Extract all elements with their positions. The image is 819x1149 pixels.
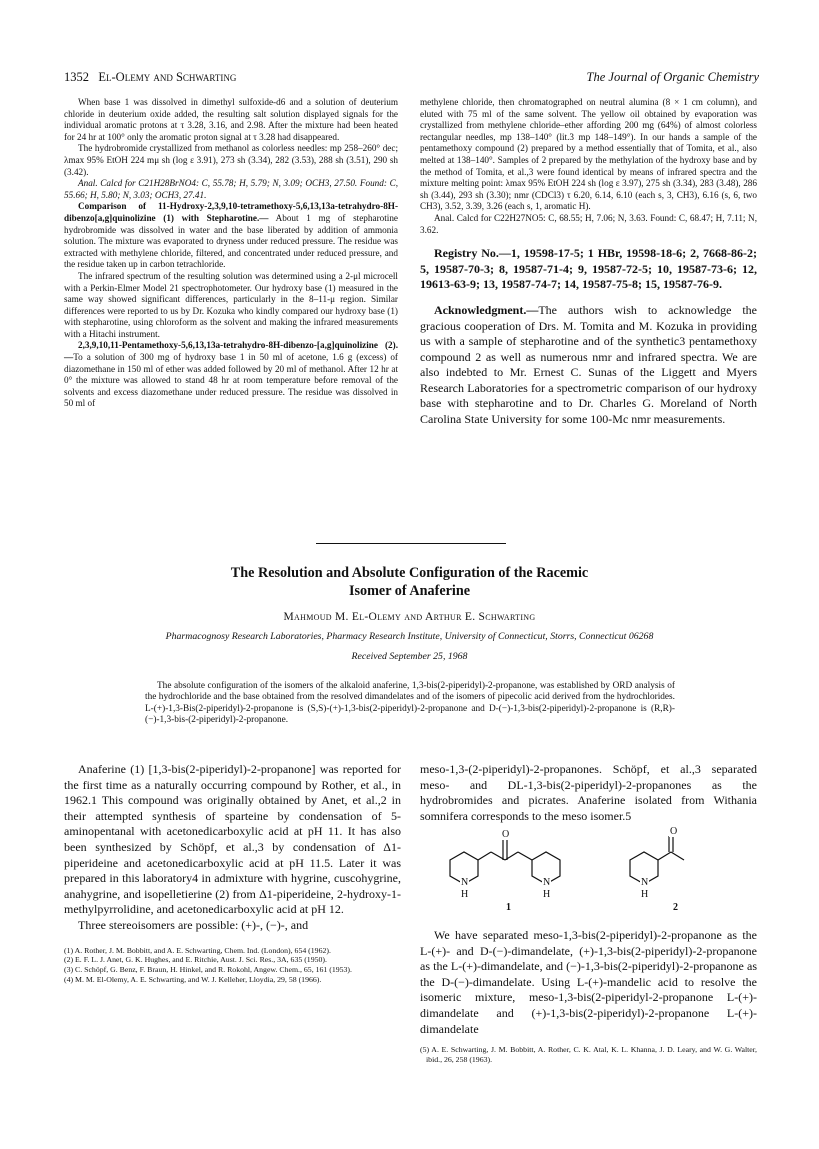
article-authors: Mahmoud M. El-Olemy and Arthur E. Schwarting — [283, 611, 536, 623]
structure-2-label: 2 — [673, 902, 678, 913]
oxygen-label: O — [670, 826, 678, 837]
paragraph: Anal. Calcd for C22H27NO5: C, 68.55; H, 7.06; N, 3.63. Found: C, 68.47; H, 7.11; N, 3.62. — [420, 212, 757, 235]
abstract: The absolute configuration of the isomers of the alkaloid anaferine, 1,3-bis(2-piperidyl)-2-propanone, was established by ORD analysis of the hydrochloride and the base obtained from the resolved dimandelates and of the isomers of pipecolic acid derived from the hydrochlorides. L-(+)-1,3-Bis(2-piperidyl)-2-propanone is (S,S)-(+)-1,3-bis(2-piperidyl)-2-propanone and D-(−)-1,3-bis(2-piperidyl)-2-propanone is (R,R)-(−)-1,3-bis-(2-piperidyl)-2-propanone. — [145, 681, 675, 726]
article-title — [100, 564, 719, 600]
body-left-column — [64, 762, 401, 985]
section-divider — [316, 543, 506, 544]
nitrogen-label: N — [641, 877, 649, 888]
body-right-column — [420, 762, 757, 824]
footnotes — [64, 946, 401, 985]
paragraph — [64, 340, 398, 410]
received-date: Received September 25, 1968 — [351, 651, 468, 662]
footnote: (1) A. Rother, J. M. Bobbitt, and A. E. Schwarting, Chem. Ind. (London), 654 (1962). — [64, 945, 331, 955]
running-header — [64, 70, 759, 86]
paragraph: We have separated meso-1,3-bis(2-piperidyl)-2-propanone as the L-(+)- and D-(−)-dimandelate, (+)-1,3-bis(2-piperidyl)-2-propanone as the L-(+)-dimandelate, and (−)-1,3-bis(2-piperidyl)-2-propanone as the D-(−)-dimandelate. Using L-(+)-mandelic acid to resolve the isomeric mixture, meso-1,3-bis(2-piperidyl-2-propanone L-(+)-dimandelate and (+)-1,3-bis(2-piperidyl)-2-propanone L-(+)-dimandelate — [420, 928, 757, 1036]
hydrogen-label: H — [461, 889, 469, 900]
oxygen-label: O — [502, 829, 510, 840]
paragraph — [64, 201, 398, 271]
nitrogen-label: N — [461, 877, 469, 888]
top-left-column — [64, 97, 398, 410]
paragraph: Anaferine (1) [1,3-bis(2-piperidyl)-2-propanone] was reported for the first time as a naturally occurring compound by Rother, et al., in 1962.1 This compound was originally obtained by Anet, et al.,2 in their attempted synthesis of sparteine by condensation of 5-aminopentanal with acetonedicarboxylic acid at pH 11. It has also been synthesized by Schöpf, et al.,3 by condensation of Δ1-piperideine and acetonedicarboxylic acid at pH 11.5. Later it was prepared in this laboratory4 in admixture with hygrine, cuscohygrine, anahygrine, and isopelletierine (2) from Δ1-piperideine, 2-hydroxy-1-methylpyrrolidine, and acetonedicarboxylic acid at pH 12. — [64, 762, 401, 917]
structure-1-label: 1 — [506, 902, 511, 913]
paragraph: When base 1 was dissolved in dimethyl sulfoxide-d6 and a solution of deuterium chloride in deuterium oxide added, the resulting salt solution displayed signals for the individual aromatic protons at τ 3.28, 3.16, and 2.98. After the mixture had been heated for 24 hr at 100° only the aromatic proton signal at τ 3.28 had disappeared. — [64, 97, 398, 142]
affiliation: Pharmacognosy Research Laboratories, Pharmacy Research Institute, University of Connecticut, Storrs, Connecticut 06268 — [165, 631, 654, 642]
paragraph-text: To a solution of 300 mg of hydroxy base 1 in 50 ml of acetone, 1.6 g (excess) of diazomethane in 150 ml of ether was added followed by 20 ml of methanol. After 12 hr at 0° the mixture was allowed to stand 48 hr at room temperature before removal of the solvents and excess diazomethane under reduced pressure. The residue was dissolved in 50 ml of — [64, 352, 398, 409]
section-heading: Comparison of 11-Hydroxy-2,3,9,10-tetramethoxy-5,6,13,13a-tetrahydro-8H-dibenzo[a,g]quinolizine (1) with Stepharotine.— — [64, 201, 398, 223]
hydrogen-label: H — [543, 889, 551, 900]
header-authors: El-Olemy and Schwarting — [98, 70, 237, 84]
acknowledgment-paragraph — [420, 303, 757, 428]
paragraph: Three stereoisomers are possible: (+)-, (−)-, and — [78, 917, 309, 932]
paragraph: The infrared spectrum of the resulting solution was determined using a 2-μl microcell with a Perkin-Elmer Model 21 spectrophotometer. Our hydroxy base (1) measured in the same way showed significant differences, particularly in the 8–11-μ region. Similar differences were reported to us by Dr. Kozuka who kindly compared our hydroxy base (1) with stepharotine, using chloroform as the solvent and making the infrared measurements with a Hitachi instrument. — [64, 270, 398, 339]
paragraph: meso-1,3-(2-piperidyl)-2-propanones. Schöpf, et al.,3 separated meso- and DL-1,3-bis(2-piperidyl)-2-propanones as the hydrobromides and picrates. Anaferine isolated from Withania somnifera corresponds to the meso isomer.5 — [420, 762, 757, 823]
title-line: The Resolution and Absolute Configuration of the Racemic — [230, 565, 589, 581]
footnote: (5) A. E. Schwarting, J. M. Bobbitt, A. Rother, C. K. Atal, K. L. Khanna, J. D. Leary, and W. G. Walter, ibid., 26, 258 (1963). — [420, 1045, 757, 1064]
footnote: (2) E. F. L. J. Anet, G. K. Hughes, and E. Ritchie, Aust. J. Sci. Res., 3A, 635 (1950). — [64, 955, 327, 965]
body-right-column-lower — [420, 928, 757, 1065]
footnote: (4) M. M. El-Olemy, A. E. Schwarting, and W. J. Kelleher, Lloydia, 29, 58 (1966). — [64, 974, 322, 984]
title-line: Isomer of Anaferine — [348, 583, 471, 599]
acknowledgment-text: The authors wish to acknowledge the gracious cooperation of Drs. M. Tomita and M. Kozuka in providing us with a sample of stepharotine and of the synthetic3 pentamethoxy compound 2 as well as numerous nmr and infrared spectra. We are also indebted to Mr. Ernest C. Sunas of the Liggett and Myers Research Laboratories for a spectrometric comparison of our hydroxy base with stepharotine and to Dr. Charles G. Moreland of North Carolina State University for some 100-Mc nmr measurements. — [420, 302, 757, 427]
footnote: (3) C. Schöpf, G. Benz, F. Braun, H. Hinkel, and R. Rokohl, Angew. Chem., 65, 161 (1953). — [64, 965, 352, 975]
acknowledgment-heading: Acknowledgment.— — [434, 302, 539, 317]
header-left — [64, 70, 236, 85]
registry-text: 1, 19598-17-5; 1 HBr, 19598-18-6; 2, 7668-86-2; 5, 19587-70-3; 8, 19587-71-4; 9, 19587-72-5; 10, 19587-73-6; 12, 19613-63-9; 13, 19587-74-7; 14, 19587-75-8; 15, 19587-76-9. — [420, 246, 758, 292]
page-number: 1352 — [64, 70, 89, 84]
paragraph-text: About 1 mg of stepharotine hydrobromide was dissolved in water and the base liberated by addition of ammonia solution. The mixture was evaporated to dryness under reduced pressure. The residue was extracted with methylene chloride, filtered, and concentrated under reduced pressure, and the residue taken up in carbon tetrachloride. — [64, 212, 399, 270]
footnotes — [420, 1045, 757, 1065]
structure-2-drawing — [630, 836, 684, 884]
hydrogen-label: H — [641, 889, 649, 900]
top-right-column — [420, 97, 757, 428]
nitrogen-label: N — [543, 877, 551, 888]
registry-heading: Registry No.— — [434, 246, 511, 261]
journal-name: The Journal of Organic Chemistry — [586, 70, 759, 84]
chemical-structures — [440, 822, 740, 912]
paragraph: Anal. Calcd for C21H28BrNO4: C, 55.78; H, 5.79; N, 3.09; OCH3, 27.50. Found: C, 55.66; H, 5.80; N, 3.03; OCH3, 27.41. — [64, 178, 398, 200]
paragraph: The hydrobromide crystallized from methanol as colorless needles: mp 258–260° dec; λmax 95% EtOH 224 mμ sh (log ε 3.91), 273 sh (3.34), 282 (3.53), 288 sh (3.51), 290 sh (3.42). — [64, 143, 398, 177]
paragraph: methylene chloride, then chromatographed on neutral alumina (8 × 1 cm column), and eluted with 75 ml of the same solvent. The yellow oil obtained by evaporation was crystallized from methylene chloride–ether affording 200 mg (64%) of almost colorless rectangular needles, mp 138–140° (lit.3 mp 148–149°). In our hands a sample of the pentamethoxy compound (2) prepared by a method essentially that of Tomita, et al., also melted at 138–140°. Samples of 2 prepared by the methylation of the hydroxy base and by the method of Tomita, et al.,3 were found identical by means of infrared spectra and the mixture melting point: λmax 95% EtOH 224 sh (log ε 3.97), 275 sh (3.34), 283 (3.48), 286 sh (3.44), 293 sh (3.30); nmr (CDCl3) τ 6.20, 6.14, 6.10 (each s, 3, CH3), 6.16 (s, 6, two CH3), 3.52, 3.39, 3.26 (each s, 1, aromatic H). — [420, 97, 757, 212]
registry-paragraph — [420, 246, 757, 293]
section-heading: 2,3,9,10,11-Pentamethoxy-5,6,13,13a-tetrahydro-8H-dibenzo-[a,g]quinolizine (2).— — [64, 340, 398, 363]
